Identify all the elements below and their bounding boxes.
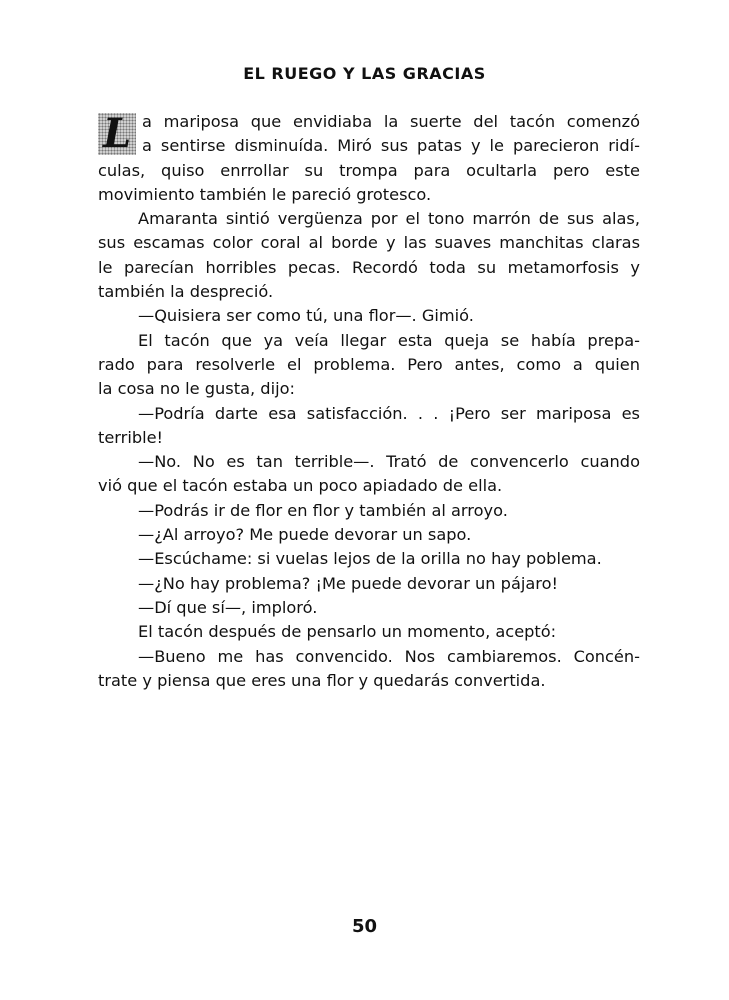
text-line: trate y piensa que eres una flor y quedarás convertida. (98, 670, 546, 690)
page-number: 50 (351, 916, 378, 937)
text-line: vió que el tacón estaba un poco apiadado de ella. (98, 476, 503, 496)
text-line: —Escúchame: si vuelas lejos de la orilla no hay poblema. (138, 549, 602, 569)
text-line: —Quisiera ser como tú, una flor—. Gimió. (138, 306, 474, 326)
text-line: a mariposa que envidiaba la suerte del tacón comenzó (142, 112, 640, 131)
text-line: terrible! (98, 427, 164, 447)
text-line: también la despreció. (98, 282, 274, 302)
text-line: El tacón después de pensarlo un momento, aceptó: (138, 622, 557, 642)
text-line: —Bueno me has convencido. Nos cambiaremos. Concén- (138, 646, 640, 666)
story-text (98, 110, 640, 693)
text-line: El tacón que ya veía llegar esta queja se había prepa- (138, 330, 640, 350)
text-line: —Dí que sí—, imploró. (138, 597, 318, 617)
text-line: —¿No hay problema? ¡Me puede devorar un pájaro! (138, 573, 558, 593)
text-line: Amaranta sintió vergüenza por el tono marrón de sus alas, (138, 209, 640, 229)
page-title: EL RUEGO Y LAS GRACIAS (243, 64, 486, 83)
text-line: a sentirse disminuída. Miró sus patas y le parecieron ridí- (142, 136, 640, 156)
text-line: le parecían horribles pecas. Recordó toda su metamorfosis y (98, 257, 640, 277)
text-line: —Podrás ir de flor en flor y también al arroyo. (138, 500, 508, 520)
drop-cap-letter: L (102, 110, 132, 157)
text-line: movimiento también le pareció grotesco. (98, 184, 432, 204)
text-line: —¿Al arroyo? Me puede devorar un sapo. (138, 525, 472, 545)
drop-cap (98, 110, 136, 157)
text-line: sus escamas color coral al borde y las suaves manchitas claras (98, 233, 640, 253)
text-line: rado para resolverle el problema. Pero antes, como a quien (98, 354, 640, 374)
text-line: la cosa no le gusta, dijo: (98, 379, 295, 399)
text-line: culas, quiso enrrollar su trompa para ocultarla pero este (98, 160, 640, 180)
text-line: —No. No es tan terrible—. Trató de convencerlo cuando (138, 452, 640, 472)
text-line: —Podría darte esa satisfacción. . . ¡Pero ser mariposa es (138, 403, 640, 423)
